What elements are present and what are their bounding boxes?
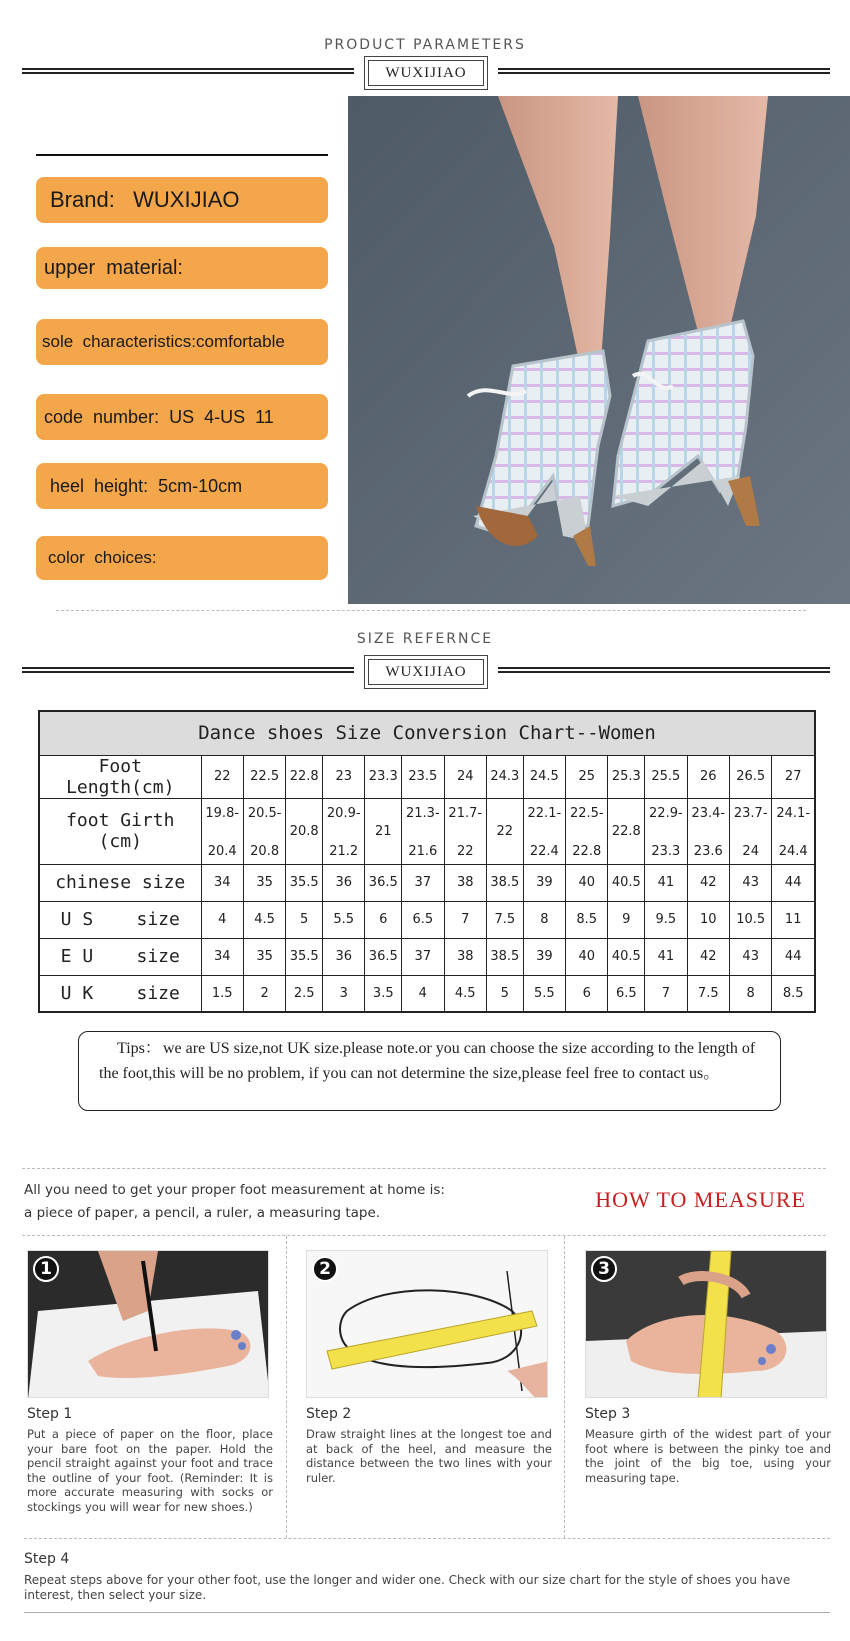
step-1 — [24, 1236, 284, 1538]
param-upper-material: upper material: — [36, 247, 328, 289]
tips-box — [78, 1031, 781, 1111]
dance-shoe-image — [348, 96, 850, 604]
girth-max: 20.4 — [207, 844, 237, 859]
step-3-image — [585, 1250, 827, 1398]
table-row-us-size: U S size 4 4.5 5 5.5 6 6.5 7 7.5 8 8.5 9 9.5 10 10.5 11 — [39, 901, 815, 938]
section-dotted-divider — [56, 610, 806, 611]
girth-min: 20.5- — [247, 806, 282, 821]
girth-max: 21.2 — [329, 844, 359, 859]
girth-cell — [729, 798, 771, 864]
girth-min: 22.1- — [527, 806, 562, 821]
step-1-title: Step 1 — [27, 1406, 73, 1422]
girth-cell: 22.8 — [608, 798, 645, 864]
girth-cell — [444, 798, 486, 864]
table-row-eu-size: E U size 34 35 35.5 36 36.5 37 38 38.5 39 40 40.5 41 42 43 44 — [39, 938, 815, 975]
step-2-image — [306, 1250, 548, 1398]
girth-max: 22.8 — [572, 844, 602, 859]
girth-cell — [323, 798, 365, 864]
foot-tracing-illustration — [28, 1251, 269, 1398]
girth-max: 20.8 — [250, 844, 280, 859]
girth-min: 21.7- — [448, 806, 483, 821]
girth-cell — [645, 798, 687, 864]
step-3-badge: 3 — [591, 1256, 617, 1282]
table-row-chinese-size: chinese size 34 35 35.5 36 36.5 37 38 38.5 39 40 40.5 41 42 43 44 — [39, 864, 815, 901]
step-1-image — [27, 1250, 269, 1398]
param-brand: Brand: WUXIJIAO — [36, 177, 328, 223]
how-to-measure-title: HOW TO MEASURE — [595, 1187, 806, 1212]
measure-intro: All you need to get your proper foot measurement at home is: a piece of paper, a pencil, a ruler, a measuring tape. — [24, 1182, 445, 1221]
girth-min: 24.1- — [776, 806, 811, 821]
size-header-rule — [22, 655, 830, 689]
girth-cell — [402, 798, 444, 864]
girth-max: 24.4 — [778, 844, 808, 859]
step-3 — [582, 1236, 842, 1538]
param-sole: sole characteristics:comfortable — [36, 319, 328, 365]
product-photo — [348, 96, 850, 604]
girth-cell — [566, 798, 608, 864]
ruler-measure-illustration — [307, 1251, 548, 1398]
girth-cell — [523, 798, 565, 864]
step-4-title: Step 4 — [24, 1551, 70, 1567]
bottom-divider — [24, 1612, 830, 1613]
girth-min: 19.8- — [205, 806, 240, 821]
table-row-foot-length: Foot Length(cm) 22 22.5 22.8 23 23.3 23.5 24 24.3 24.5 25 25.3 25.5 26 26.5 27 — [39, 755, 815, 798]
step-1-text: Put a piece of paper on the floor, place your bare foot on the paper. Hold the pencil straight against your foot and trace the outline of your foot. (Reminder: It is more accurate measuring with socks or stockings you will wear for new shoes.) — [27, 1427, 273, 1514]
tips-label: Tips： — [117, 1040, 161, 1057]
girth-min: 22.9- — [649, 806, 683, 821]
girth-max: 23.6 — [693, 844, 723, 859]
girth-cell — [772, 798, 815, 864]
params-section-title: PRODUCT PARAMETERS — [324, 37, 526, 53]
step-2 — [303, 1236, 563, 1538]
tape-measure-illustration — [586, 1251, 827, 1398]
girth-max: 22.4 — [529, 844, 559, 859]
girth-cell: 22 — [486, 798, 523, 864]
param-code-number: code number: US 4-US 11 — [36, 394, 328, 440]
size-chart-title: Dance shoes Size Conversion Chart--Women — [39, 711, 815, 755]
girth-max: 22 — [456, 844, 474, 859]
step-2-title: Step 2 — [306, 1406, 352, 1422]
size-conversion-table — [38, 710, 816, 1013]
girth-min: 23.7- — [733, 806, 768, 821]
girth-max: 23.3 — [651, 844, 681, 859]
girth-max: 24 — [742, 844, 759, 859]
step-4-text: Repeat steps above for your other foot, use the longer and wider one. Check with our size chart for the style of shoes you have interest, then select your size. — [24, 1573, 791, 1602]
size-section-title: SIZE REFERNCE — [356, 631, 494, 647]
step-4 — [24, 1538, 830, 1603]
girth-cell: 20.8 — [286, 798, 323, 864]
table-row-uk-size: U K size 1.5 2 2.5 3 3.5 4 4.5 5 5.5 6 6.5 7 7.5 8 8.5 — [39, 975, 815, 1012]
step-2-text: Draw straight lines at the longest toe and at back of the heel, and measure the distance between the two lines with your ruler. — [306, 1427, 552, 1485]
girth-cell — [687, 798, 729, 864]
params-header-rule — [22, 56, 830, 90]
girth-min: 22.5- — [569, 806, 604, 821]
param-heel-height: heel height: 5cm-10cm — [36, 463, 328, 509]
how-to-measure-header — [22, 1168, 826, 1236]
step-3-text: Measure girth of the widest part of your foot where is between the pinky toe and the joint of the big toe, using your measuring tape. — [585, 1427, 831, 1485]
step-separator — [286, 1236, 287, 1538]
param-color-choices: color choices: — [36, 536, 328, 580]
girth-cell — [201, 798, 243, 864]
params-divider — [36, 154, 328, 156]
girth-min: 23.4- — [691, 806, 726, 821]
girth-cell: 21 — [365, 798, 402, 864]
table-row-foot-girth: foot Girth (cm) 19.8- 20.4 20.5- 20.8 20.8 20.9- 21.2 21 21.3- 21.6 21.7- 22 22 22.1- 22.4 22.5- 22.8 22.8 22.9- 23.3 23.4- 23.6 23.7- 24 24.1- 24.4 — [39, 798, 815, 864]
brand-badge-2: WUXIJIAO — [364, 655, 488, 689]
girth-min: 21.3- — [406, 806, 440, 821]
step-3-title: Step 3 — [585, 1406, 631, 1422]
step-separator-2 — [564, 1236, 565, 1538]
brand-badge: WUXIJIAO — [364, 56, 488, 90]
girth-max: 21.6 — [408, 844, 438, 859]
step-1-badge: 1 — [33, 1256, 59, 1282]
girth-cell — [243, 798, 285, 864]
step-2-badge: 2 — [312, 1256, 338, 1282]
girth-min: 20.9- — [326, 806, 361, 821]
tips-text: we are US size,not UK size.please note.or you can choose the size according to the length of the foot,this will be no problem, if you can not determine the size,please feel free to contact us。 — [99, 1040, 756, 1082]
